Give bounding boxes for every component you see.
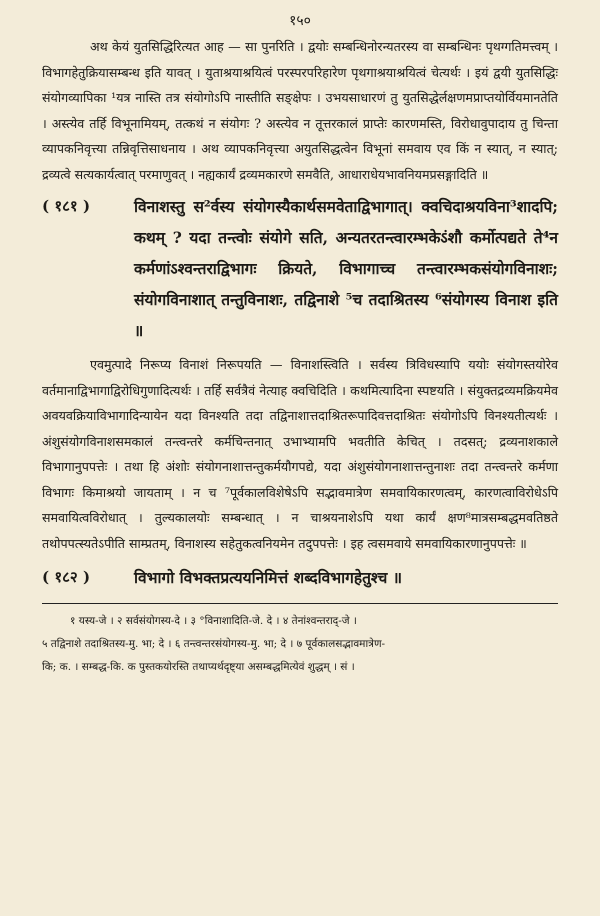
commentary-paragraph-2: एवमुत्पादे निरूप्य विनाशं निरूपयति — विनाशस्त्विति । सर्वस्य त्रिविधस्यापि ययोः संयोगस्तयोरेव वर्तमानाद्विभागाद्विरोधिगुणादित्यर्थः । तर्हि सर्वत्रैवं नेत्याह क्वचिदिति । कथमित्यादिना स्पष्टयति । संयुक्तद्रव्यमक्रियमेव अवयवक्रियाविभागादिन्यायेन यदा विनश्यति तदा तद्विनाशात्तदाश्रितरूपादिवत्तदाश्रितः संयोगोऽपि विनश्यतीत्यर्थः । अंशुसंयोगविनाशसमकालं तन्त्वन्तरे कर्मचिन्तनात् उभाभ्यामपि भवतीति केचित् । तदसत्; द्रव्यनाशकाले विभागानुपपत्तेः । तथा हि अंशोः संयोगनाशात्तन्तुकर्मयौगपद्ये, यदा अंशुसंयोगनाशात्तन्तुनाशः तदा तन्त्वन्तरे कर्मणा विभागः किमाश्रयो जायताम् । न च ⁷पूर्वकालविशेषेऽपि सद्भावमात्रेण समवायिकारणत्वम्, कारणत्वाविरोधेऽपि समवायित्वविरोधात् । तुल्यकालयोः सम्बन्धात् । न चाश्रयनाशेऽपि यथा कार्यं क्षण⁸मात्रसम्बद्धमवतिष्ठते तथोपपत्स्यतेऽपीति साम्प्रतम्, विनाशस्य सहेतुकत्वनियमेन तदुपपत्तेः । इह त्वसमवाये समवायिकारणानुपपत्तेः ॥ [42,357,558,551]
page-number: १५० [289,13,311,29]
sutra-182 [42,562,558,593]
sutra-number: ( १८१ ) [42,197,91,215]
sutra-number: ( १८२ ) [42,568,91,586]
sutra-text: विनाशस्तु स²र्वस्य संयोगस्यैकार्थसमवेताद्विभागात्। क्वचिदाश्रयविना³शादपि; कथम् ? यदा तन्त्वोः संयोगे सति, अन्यतरतन्त्वारम्भकेऽंशौ कर्मोत्पद्यते ते⁴न कर्मणांऽश्वन्तराद्विभागः क्रियते, विभागाच्च तन्त्वारम्भकसंयोगविनाशः; संयोगविनाशात् तन्तुविनाशः, तद्विनाशे ⁵च तदाश्रितस्य ⁶संयोगस्य विनाश इति ॥ [134,197,558,340]
footnote-line: कि; क. । सम्बद्ध-कि. क पुस्तकयोरस्ति तथाप्यर्थदृष्ट्या असम्बद्धमित्येवं शुद्धम् । सं । [42,661,355,673]
sutra-text: विभागो विभक्तप्रत्ययनिमित्तं शब्दविभागहेतुश्च ॥ [134,568,403,587]
footnotes [42,610,558,679]
footnote-line: ५ तद्विनाशे तदाश्रितस्य-मु. भा; दे । ६ तन्त्वन्तरसंयोगस्य-मु. भा; दे । ७ पूर्वकालसद्भावमात्रेण- [42,638,386,650]
footnote-line: १ यस्य-जे । २ सर्वसंयोगस्य-दे । ३ °विनाशादिति-जे. दे । ४ तेनांश्वन्तराद्-जे । [70,615,357,627]
sutra-181 [42,191,558,346]
commentary-paragraph-1: अथ केयं युतसिद्धिरित्यत आह — सा पुनरिति । द्वयोः सम्बन्धिनोरन्यतरस्य वा सम्बन्धिनः पृथग्गतिमत्त्वम् । विभागहेतुक्रियासम्बन्ध इति यावत् । युताश्रयाश्रयित्वं परस्परपरिहारेण पृथगाश्रयाश्रयित्वं चेत्यर्थः । इयं द्वयी युतसिद्धिः संयोगव्यापिका ¹यत्र नास्ति तत्र संयोगोऽपि नास्तीति सङ्क्षेपः । उभयसाधारणं तु युतसिद्धेर्लक्षणमप्राप्तयोर्वियमानतेति । अस्त्येव तर्हि विभूनामियम्, तत्कथं न संयोगः ? अस्त्येव न तूत्तरकालं प्राप्तेः कारणमस्ति, विरोधावुपादाय तु चिन्ता व्यापकनिवृत्त्या तन्निवृत्तिसाधनाय । अथ व्यापकनिवृत्त्या अयुतसिद्धत्वेन विभूनां समवाय एव किं न स्यात्, न स्यात्; द्रव्यत्वे सत्यकार्यत्वात् परमाणुवत् । नह्यकार्यं द्रव्यमकारणे समवैति, आधाराधेयभावनियमप्रसङ्गादिति ॥ [42,39,558,182]
footnote-divider [42,603,558,604]
